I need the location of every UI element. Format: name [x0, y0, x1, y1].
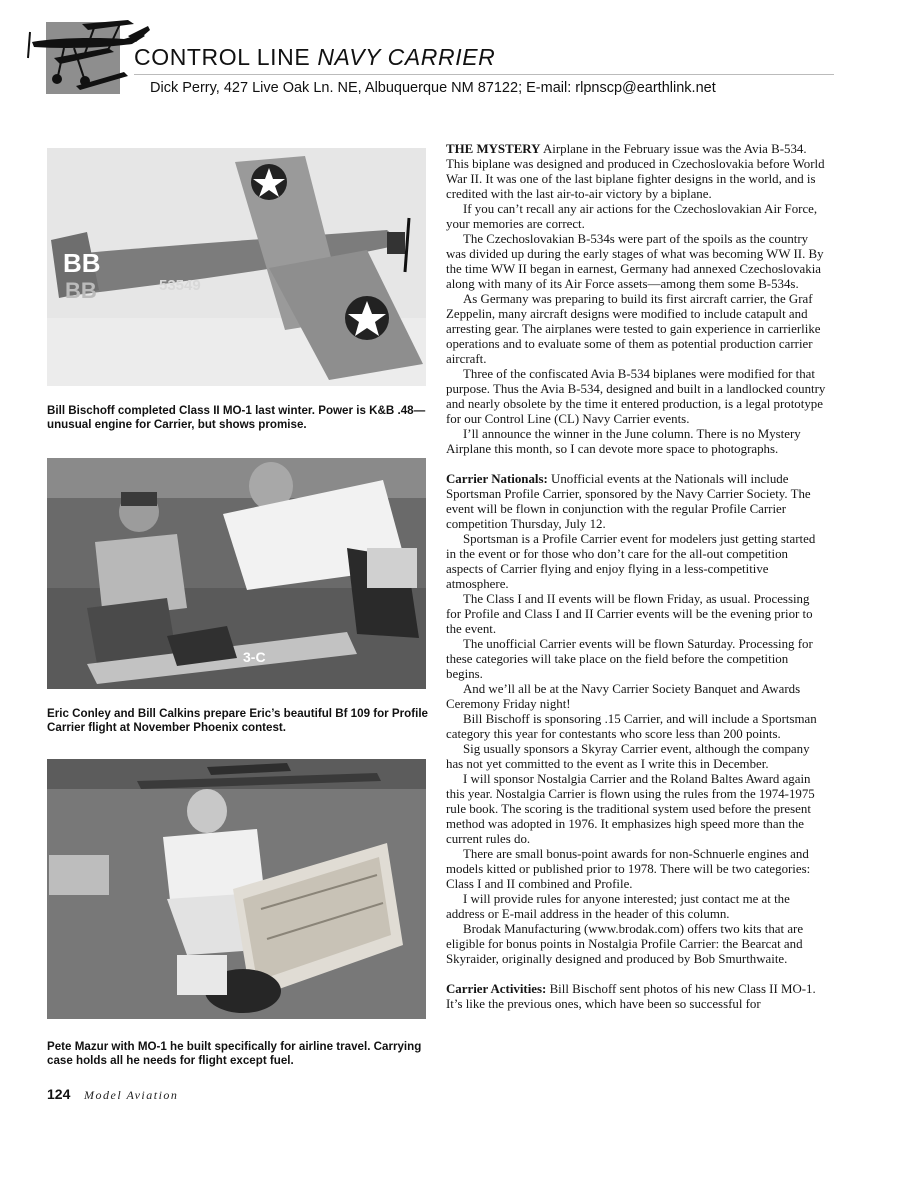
article-paragraph: Bill Bischoff is sponsoring .15 Carrier, and will include a Sportsman category this year for contestants who score less than 200 points.: [446, 712, 817, 741]
author-contact: Dick Perry, 427 Live Oak Ln. NE, Albuquerque NM 87122; E-mail: rlpnscp@earthlink.net: [150, 80, 716, 96]
article-paragraph: The Class I and II events will be flown Friday, as usual. Processing for Profile and Class I and II Carrier events will be the evening prior to the event.: [446, 592, 813, 636]
article-lead-nationals: Carrier Nationals:: [446, 472, 548, 486]
bf109-code-marking: 3-C: [243, 649, 266, 665]
article-paragraph: Sig usually sponsors a Skyray Carrier event, although the company has not yet committed to the event as I write this in December.: [446, 742, 810, 771]
article-lead-activities: Carrier Activities:: [446, 982, 547, 996]
article-paragraph: The Czechoslovakian B-534s were part of the spoils as the country was divided up during the early stages of what was becoming WW II. By the time WW II began in earnest, Germany had annexed Czechoslovakia along with many of its Air Force assets—among them some B-534s.: [446, 232, 824, 291]
header-divider: [134, 74, 834, 75]
article-paragraph: And we’ll all be at the Navy Carrier Society Banquet and Awards Ceremony Friday night!: [446, 682, 801, 711]
article-paragraph: There are small bonus-point awards for non-Schnuerle engines and models kitted or published prior to 1978. There will be two categories: Class I and II combined and Profile.: [446, 847, 811, 891]
photo-bf109-preparation: [47, 458, 426, 689]
magazine-name: Model Aviation: [84, 1088, 179, 1102]
airplane-code-marking-lower: BB: [65, 278, 97, 303]
column-title-italic: NAVY CARRIER: [317, 44, 496, 70]
article-paragraph: Sportsman is a Profile Carrier event for modelers just getting started in the event or for those who don’t care for the all-out competition aspects of Carrier flying and enjoy flying in a less-competitive atmosphere.: [446, 532, 816, 591]
article-paragraph: [446, 982, 826, 1012]
article-paragraph-text: Airplane in the February issue was the Avia B-534. This biplane was designed and produced in Czechoslovakia before World War II. It was one of the last biplane fighter designs in the world, and is credited with the last air-to-air victory by a biplane.: [446, 142, 825, 201]
airplane-serial-marking: 53549: [159, 277, 201, 294]
article-paragraph: [446, 472, 826, 532]
article-paragraph: Three of the confiscated Avia B-534 biplanes were modified for that purpose. Thus the Avia B-534, designed and built in a landlocked country and nearly obsolete by the time it entered production, is a legal prototype for our Control Line (CL) Navy Carrier events.: [446, 367, 826, 426]
caption-photo-3: Pete Mazur with MO-1 he built specifically for airline travel. Carrying case holds all he needs for flight except fuel.: [47, 1040, 422, 1067]
article-lead-mystery: THE MYSTERY: [446, 142, 541, 156]
article-paragraph: [446, 142, 826, 202]
article-paragraph: I will sponsor Nostalgia Carrier and the Roland Baltes Award again this year. Nostalgia Carrier is flown using the rules from the 1974-1975 rule book. The scoring is the traditional system used before the present method was adopted in 1976. It emphasizes high speed more than the current rules do.: [446, 772, 815, 846]
article-paragraph-text: Bill Bischoff sent photos of his new Class II MO-1. It’s like the previous ones, which have been so successful for: [446, 982, 816, 1011]
article-paragraph: I will provide rules for anyone interested; just contact me at the address or E-mail address in the header of this column.: [446, 892, 790, 921]
photo-mo1-airplane: [47, 148, 426, 386]
caption-photo-1: Bill Bischoff completed Class II MO-1 last winter. Power is K&B .48—unusual engine for Carrier, but shows promise.: [47, 404, 426, 431]
column-title-plain: CONTROL LINE: [134, 44, 318, 70]
caption-photo-2: Eric Conley and Bill Calkins prepare Eric’s beautiful Bf 109 for Profile Carrier flight at November Phoenix contest.: [47, 707, 428, 734]
photo-mazur-travel-case: [47, 759, 426, 1019]
page-number: 124: [47, 1086, 71, 1102]
article-paragraph: The unofficial Carrier events will be flown Saturday. Processing for these categories will take place on the field before the competition begins.: [446, 637, 813, 681]
article-column: [446, 142, 826, 1074]
article-paragraph: If you can’t recall any air actions for the Czechoslovakian Air Force, your memories are correct.: [446, 202, 818, 231]
article-paragraph: Brodak Manufacturing (www.brodak.com) offers two kits that are eligible for bonus points in Nostalgia Profile Carrier: the Bearcat and Skyraider, originally designed and produced by Bob Smurthwaite.: [446, 922, 804, 966]
article-paragraph: I’ll announce the winner in the June column. There is no Mystery Airplane this month, so I can devote more space to photographs.: [446, 427, 801, 456]
article-paragraph: As Germany was preparing to build its first aircraft carrier, the Graf Zeppelin, many aircraft designs were modified to include catapult and arresting gear. The airplanes were tested to gain experience in carrierlike operations and to evaluate some of them as potential production carrier aircraft.: [446, 292, 821, 366]
airplane-code-marking: BB: [63, 248, 101, 278]
article-paragraph-text: Unofficial events at the Nationals will include Sportsman Profile Carrier, sponsored by the Navy Carrier Society. The event will be flown in conjunction with the regular Profile Carrier competition Thursday, July 12.: [446, 472, 811, 531]
column-title: [134, 44, 495, 71]
